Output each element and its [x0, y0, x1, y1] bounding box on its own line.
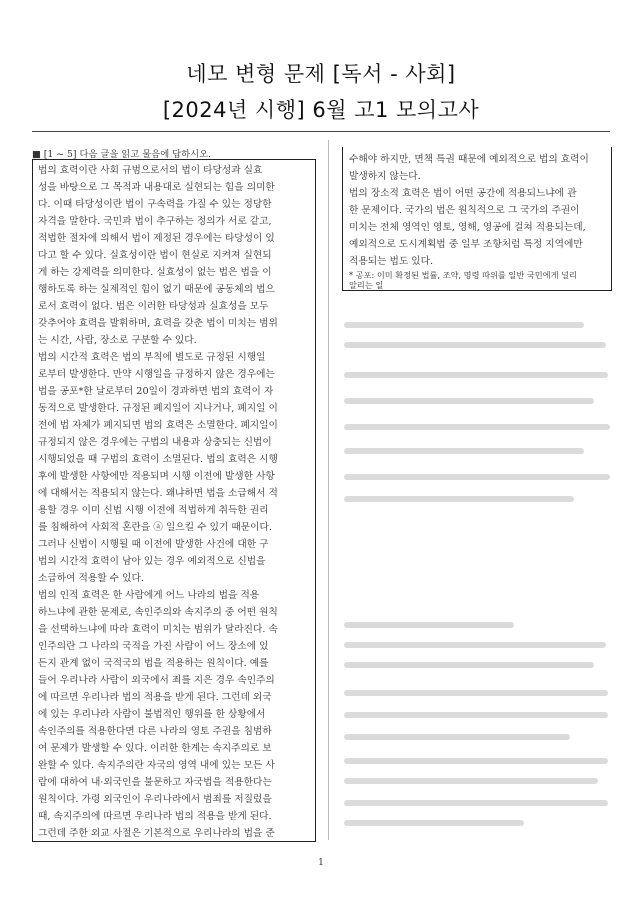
passage-line: 다고 할 수 있다. 실효성이란 법이 현실로 지켜져 실현되: [38, 250, 272, 261]
passage-line: 게 하는 강제력을 의미한다. 실효성이 없는 법은 법을 이: [38, 267, 272, 278]
passage-line: 성을 바탕으로 그 목적과 내용대로 실현되는 힘을 의미한: [38, 182, 275, 193]
passage-line: 적법한 절차에 의해서 법이 제정된 경우에는 타당성이 있: [38, 233, 275, 244]
passage-line: 예외적으로 도시계획법 중 일부 조항처럼 특정 지역에만: [349, 239, 583, 250]
passage-line: 다. 이때 타당성이란 법이 구속력을 가질 수 있는 정당한: [38, 199, 272, 210]
passage-line: 법의 시간적 효력이 남아 있는 경우 예외적으로 신법을: [38, 556, 266, 567]
title-divider: [32, 131, 610, 132]
passage-line: 들어 우리나라 사람이 외국에서 죄를 지은 경우 속인주의: [38, 675, 275, 686]
passage-line: 로서 효력이 없다. 법은 이러한 타당성과 실효성을 모두: [38, 301, 269, 312]
document-title: 네모 변형 문제 [독서 - 사회]: [186, 62, 456, 86]
passage-line: 원칙이다. 가령 외국인이 우리나라에서 범죄를 저질렀을: [38, 794, 272, 805]
passage-line: 여 문제가 발생할 수 있다. 이러한 한계는 속지주의로 보: [38, 743, 272, 754]
passage-line: 규정되지 않은 경우에는 구법의 내용과 상충되는 신법이: [38, 437, 272, 448]
passage-line: 수해야 하지만, 면책 특권 때문에 예외적으로 법의 효력이: [349, 154, 589, 165]
passage-line: 때, 속지주의에 따르면 우리나라 법의 적용을 받게 된다.: [38, 811, 272, 822]
passage-line: 그러나 신법이 시행될 때 이전에 발생한 사건에 대한 구: [38, 539, 269, 550]
passage-line: 동적으로 발생한다. 규정된 폐지일이 지나거나, 폐지일 이: [38, 403, 278, 414]
passage-line: 시행되었을 때 구법의 효력이 소멸된다. 법의 효력은 시행: [38, 454, 278, 465]
column-divider: [328, 140, 329, 840]
passage-box-left: [32, 159, 316, 842]
passage-line: 법의 시간적 효력은 법의 부칙에 별도로 규정된 시행일: [38, 352, 266, 363]
passage-line: 법의 인적 효력은 한 사람에게 어느 나라의 법을 적용: [38, 590, 260, 601]
passage-line: 는 시간, 사람, 장소로 구분할 수 있다.: [38, 335, 197, 346]
passage-line: 하느냐에 관한 문제로, 속인주의와 속지주의 중 어떤 원칙: [38, 607, 278, 618]
passage-line: 람에 대하여 내·외국인을 불문하고 자국법을 적용한다는: [38, 777, 272, 788]
question-instruction: ■ [1 ~ 5] 다음 글을 읽고 물음에 답하시오.: [32, 149, 212, 160]
passage-box-right: [342, 147, 612, 291]
passage-line: 적용되는 법도 있다.: [349, 256, 434, 267]
passage-line: 법을 공포*한 날로부터 20일이 경과하면 법의 효력이 자: [38, 386, 274, 397]
passage-line: 인주의란 그 나라의 국적을 가진 사람이 어느 장소에 있: [38, 641, 269, 652]
passage-line: 완할 수 있다. 속지주의란 자국의 영역 내에 있는 모든 사: [38, 760, 275, 771]
passage-line: 법의 장소적 효력은 법이 어떤 공간에 적용되느냐에 관: [349, 188, 577, 199]
passage-line: 후에 발생한 사항에만 적용되며 시행 이전에 발생한 사항: [38, 471, 275, 482]
passage-line: 그런데 주한 외교 사절은 기본적으로 우리나라의 법을 준: [38, 828, 275, 839]
passage-line: 자격을 말한다. 국민과 법이 추구하는 정의가 서로 같고,: [38, 216, 272, 227]
passage-line: 발생하지 않는다.: [349, 171, 421, 182]
passage-line: 행하도록 하는 실제적인 힘이 없기 때문에 공동체의 법으: [38, 284, 275, 295]
document-subtitle: [2024년 시행] 6월 고1 모의고사: [162, 98, 480, 122]
passage-line: 미치는 전체 영역인 영토, 영해, 영공에 걸쳐 적용되는데,: [349, 222, 586, 233]
passage-line: 에 있는 우리나라 사람이 불법적인 행위를 한 상황에서: [38, 709, 266, 720]
passage-line: 을 선택하느냐에 따라 효력이 미치는 범위가 달라진다. 속: [38, 624, 278, 635]
passage-line: 에 대해서는 적용되지 않는다. 왜냐하면 법을 소급해서 적: [38, 488, 278, 499]
passage-line: 에 따르면 우리나라 법의 적용을 받게 된다. 그런데 외국: [38, 692, 272, 703]
footnote-line: * 공포: 이미 확정된 법률, 조약, 명령 따위를 일반 국민에게 널리: [349, 270, 577, 280]
passage-line: 소급하여 적용할 수 있다.: [38, 573, 144, 584]
passage-line: 로부터 발생한다. 만약 시행일을 규정하지 않은 경우에는: [38, 369, 275, 380]
passage-line: 한 문제이다. 국가의 법은 원칙적으로 그 국가의 주권이: [349, 205, 580, 216]
footnote-line: 알리는 일: [349, 280, 384, 290]
passage-line: 갖추어야 효력을 발휘하며, 효력을 갖춘 법이 미치는 범위: [38, 318, 278, 329]
passage-line: 를 침해하여 사회적 혼란을 ⓐ 일으킬 수 있기 때문이다.: [38, 522, 272, 533]
passage-line: 속인주의를 적용한다면 다른 나라의 영토 주권을 침범하: [38, 726, 272, 737]
page-number: 1: [318, 858, 324, 868]
passage-line: 법의 효력이란 사회 규범으로서의 법이 타당성과 실효: [38, 165, 263, 176]
passage-line: 든지 관계 없이 국적국의 법을 적용하는 원칙이다. 예를: [38, 658, 269, 669]
passage-line: 용할 경우 이미 신법 시행 이전에 적법하게 취득한 권리: [38, 505, 269, 516]
passage-line: 전에 법 자체가 폐지되면 법의 효력은 소멸한다. 폐지일이: [38, 420, 278, 431]
